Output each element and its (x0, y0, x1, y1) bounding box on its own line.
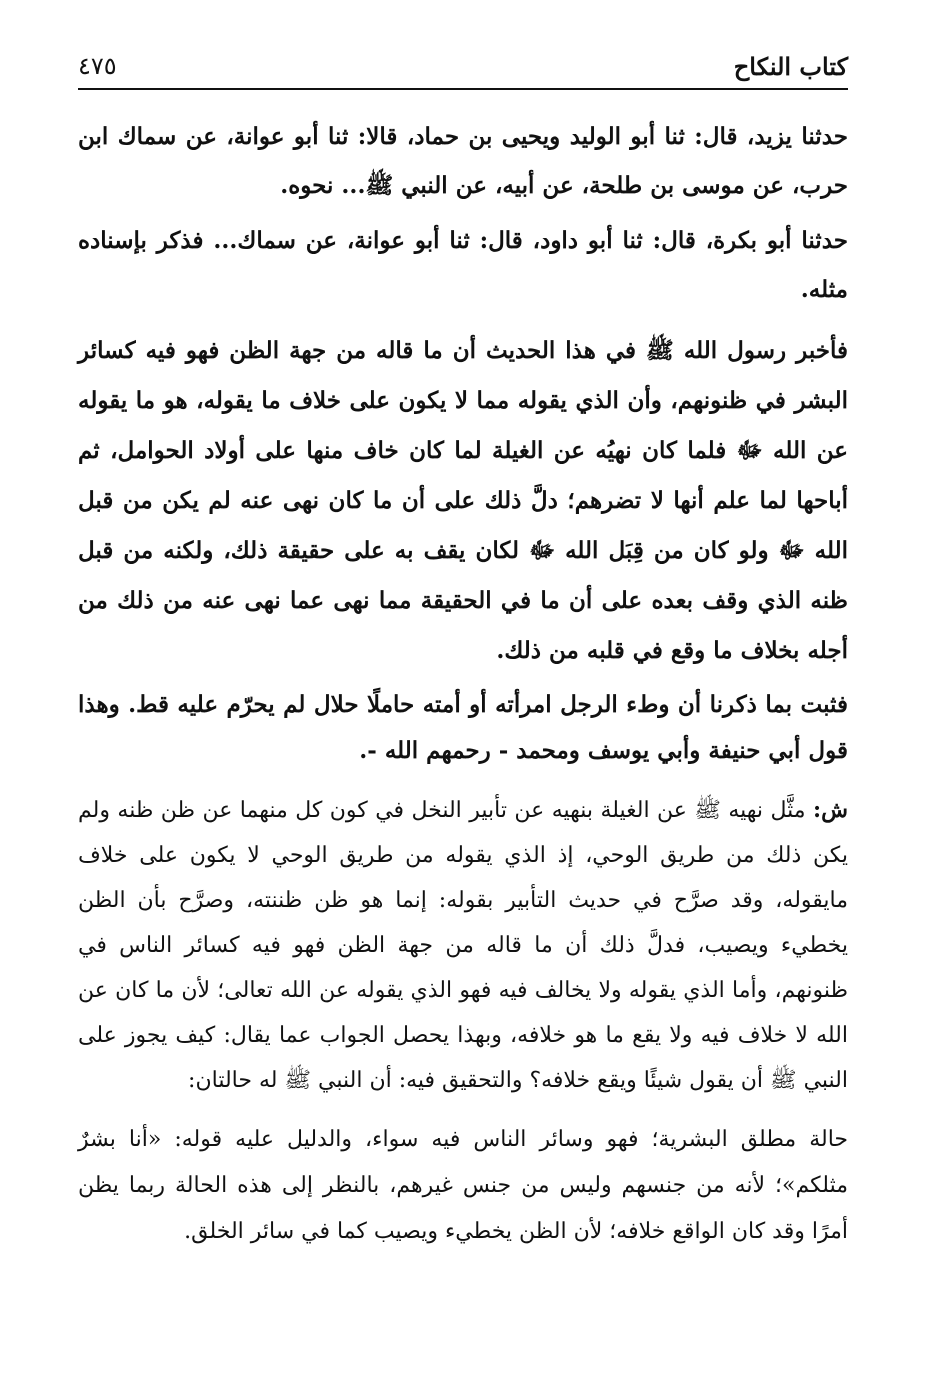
closing-paragraph: حالة مطلق البشرية؛ فهو وسائر الناس فيه سواء، والدليل عليه قوله: «أنا بشرٌ مثلكم»؛ لأنه من جنسهم وليس من جنس غيرهم، بالنظر إلى هذه الحالة ربما يظن أمرًا وقد كان الواقع خلافه؛ لأن الظن يخطيء ويصيب كما في سائر الخلق. (78, 1127, 848, 1244)
main-text-paragraph: فأخبر رسول الله ﷺ في هذا الحديث أن ما قاله من جهة الظن فهو فيه كسائر البشر في ظنونهم، وأن الذي يقوله مما لا يكون على خلاف ما يقوله، هو ما يقوله عن الله ﷻ فلما كان نهيُه عن الغيلة لما كان خاف منها على أولاد الحوامل، ثم أباحها لما علم أنها لا تضرهم؛ دلَّ ذلك على أن ما كان نهى عنه لم يكن من قبل الله ﷻ ولو كان من قِبَل الله ﷻ لكان يقف به على حقيقة ذلك، ولكنه من قبل ظنه الذي وقف بعده على أن ما في الحقيقة مما نهى عما نهى عنه من ذلك من أجله بخلاف ما وقع في قلبه من ذلك. (78, 337, 848, 664)
ruling-paragraph: فثبت بما ذكرنا أن وطء الرجل امرأته أو أمته حاملًا حلال لم يحرّم عليه قط. وهذا قول أبي حنيفة وأبي يوسف ومحمد - رحمهم الله -. (78, 691, 848, 764)
commentary-text: مثَّل نهيه ﷺ عن الغيلة بنهيه عن تأبير النخل في كون كل منهما عن ظن ظنه ولم يكن ذلك من طريق الوحي، إذ الذي يقوله من طريق الوحي لا يكون على خلاف مايقوله، وقد صرَّح في حديث التأبير بقوله: إنما هو ظن ظننته، وصرَّح بأن الظن يخطيء ويصيب، فدلَّ ذلك أن ما قاله من جهة الظن فهو فيه كسائر الناس في ظنونهم، وأما الذي يقوله ولا يخالف فيه فهو الذي يقوله عن الله تعالى؛ لأن ما كان عن الله لا خلاف فيه ولا يقع ما هو خلافه، وبهذا يحصل الجواب عما يقال: كيف يجوز على النبي ﷺ أن يقول شيئًا ويقع خلافه؟ والتحقيق فيه: أن النبي ﷺ له حالتان: (78, 798, 848, 1093)
running-header (78, 48, 848, 90)
hadith-chain-1: حدثنا يزيد، قال: ثنا أبو الوليد ويحيى بن حماد، قالا: ثنا أبو عوانة، عن سماك ابن حرب، عن موسى بن طلحة، عن أبيه، عن النبي ﷺ... نحوه. (78, 123, 848, 199)
book-page (78, 48, 848, 1255)
page-number: ٤٧٥ (78, 52, 117, 80)
hadith-chain-2: حدثنا أبو بكرة، قال: ثنا أبو داود، قال: ثنا أبو عوانة، عن سماك... فذكر بإسناده مثله. (78, 227, 848, 303)
commentary-paragraph (78, 788, 848, 1103)
commentary-marker: ش: (813, 797, 848, 823)
chapter-title: كتاب النكاح (733, 52, 848, 81)
